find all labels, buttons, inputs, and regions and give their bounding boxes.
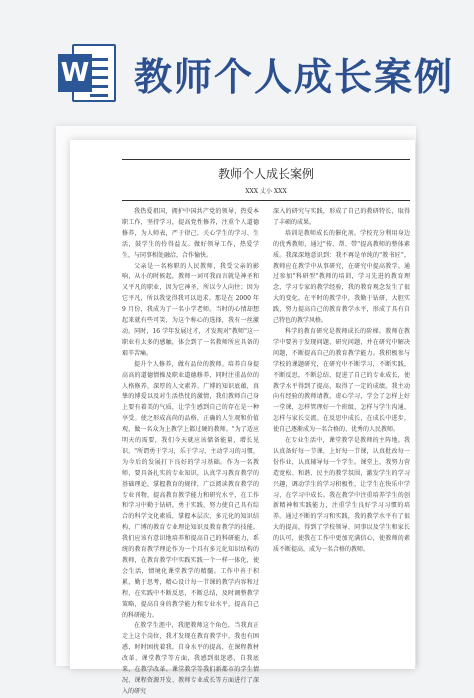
document-preview xyxy=(70,140,415,695)
paragraph: 培训是教师成长的催化剂。学校充分利用身边的优秀教师，通过"传、帮、带"提高教师的整体素质。我深深地意识到：我不再是单纯的"教书匠"，教师应在教学中从事研究，在研究中提高教学。通过参加"科研型"教师的培训，学习先进的教育理念，学习专家的教学经验，我的教育观念发生了很大的变化。在平时的教学中，我勤于钻研，大胆实践，努力提高自己的教育教学水平，形成了具有自己特色的教学风格。 xyxy=(273,229,410,325)
word-document-icon xyxy=(58,44,116,102)
document-title-block xyxy=(122,159,410,201)
right-column xyxy=(273,207,410,662)
paragraph: 科学的教育研究是教师成长的阶梯。教师在教学中要善于发现问题、研究问题，并在研究中解决问题，不断提高自己的教育教学能力。我积极参与学校的课题研究，在研究中不断学习，不断实践，不断反思，不断总结，促进了自己的专业成长，使教学水平得到了提高，取得了一定的成绩。我主动向有经验的教师请教，虚心学习，学会了怎样上好一堂课，怎样管理好一个班级，怎样与学生沟通，怎样与家长交流。在反思中成长，在成长中进步，使自己逐渐成为一名合格的、优秀的人民教师。 xyxy=(273,327,410,434)
left-column xyxy=(122,207,259,695)
page-title: 教师个人成长案例 xyxy=(134,55,455,99)
paragraph: 在专业生活中，课堂教学是教师的主阵地。我认真备好每一节课，上好每一节课，认真批改每一份作业，认真辅导每一个学生。课堂上，我努力营造宽松、和谐、民主的教学氛围，激发学生的学习兴趣，调动学生的学习积极性，让学生在快乐中学习，在学习中成长。我在教学中注重培养学生的创新精神和实践能力，注重学生良好学习习惯的培养。通过不断的学习和实践，我的教学水平有了很大的提高，得到了学校领导、同事以及学生和家长的认可，使我在工作中更加充满信心，使教师的素质不断提高，成为一名合格的教师。 xyxy=(273,437,410,554)
document-title: 教师个人成长案例 xyxy=(217,167,314,181)
paragraph: 父亲是一名称职的人民教师，我受父亲的影响，从小的时候起，教师一词可我而言就是神圣和又平凡的职业，因为它神圣，所以令人向往；因为它平凡，所以我觉得我可以追求。那是在 2000 年 9 月份，我成为了一名小学老师。当时的心情却想起来就有些可笑，为这个称心的选择，我有一丝激动，同时，16 学年发展过才，才发现对"教师"这一职业有太多的感触，体会到了一名教师所应具备的艰辛苦痛。 xyxy=(122,262,259,357)
document-author-line: XXX 丈小 XXX xyxy=(245,188,287,195)
paragraph: 深入的研究与实践，形成了自己的教研特长，取得了丰硕的成果。 xyxy=(273,208,410,226)
paragraph: 在教学生涯中，我肥教师这个角色，当我真正走上这个岗位，我才发现在教育教学中，我也有困惑，时时困扰着我。自身水平的提高，在课程教材改革、课堂教学等方面，我感到很迷惑，自我底来，在教学改革、课堂教学等我们新都市的学生情况、课程资源开发、教师专业成长等方面进行了深入的研究 xyxy=(122,622,259,695)
paragraph: 我热爱祖国，拥护中国共产党的领导，热爱本职工作，坚持学习，提高党性修养，注重个人道德修养，为人师表，严于律己，关心学生的学习、生活，鼓学生的伶得益友。做好领导工作，热爱学生，与同事相处融洽，合作愉快。 xyxy=(122,208,259,259)
paragraph: 提升个人修养，做有品位的教师。培养自身提高高的道德情操及职业道德修养，同时注重品位的人格修养，深厚的人文素养、广博的知识底蕴，真挚的博爱以及对生活热忱的激情，我们教师自己身上要有着美的气质，让学生感到自己的存在是一种享受。使之形成高尚的品格，正确的人生观和价值观，做一名众为上教学上都过硬的教师。"为了适应明天的需要，我们今天就应该储备能量，增长见识，"所谓勇于学习，乐于学习，主动学习的习惯，为今后的发展打下良好的学习基础。作为一名教师，要具备扎实的专业知识，认真学习教育教学的基础理论，掌握教育的规律，广泛阅读教育教学的专业刊物，提高教育教学能力和研究水平，在工作和学习中勤于钻研，勇于实践，努力使自己具有综合的科学文化素质，掌握本层次、多元化的知识结构，广博的教育专业理论知识及教育教学的技能。我们应该有意识地培养和提高自己的科研能力，系统的教育教学理论作为一个具有多元化知识结构的教师，在教育教学中实践实践一个一样一体化，使会生活，情境化课堂教学的精髓。工作中善于积累，勤于思考，精心设计每一节课的教学内容和过程，在实践中不断反思，不断总结，及时调整教学策略，提高自身的教学能力和专业水平，提高自己的科研能力。 xyxy=(122,360,259,619)
word-letter-badge: W xyxy=(58,54,92,92)
document-body xyxy=(122,207,410,695)
